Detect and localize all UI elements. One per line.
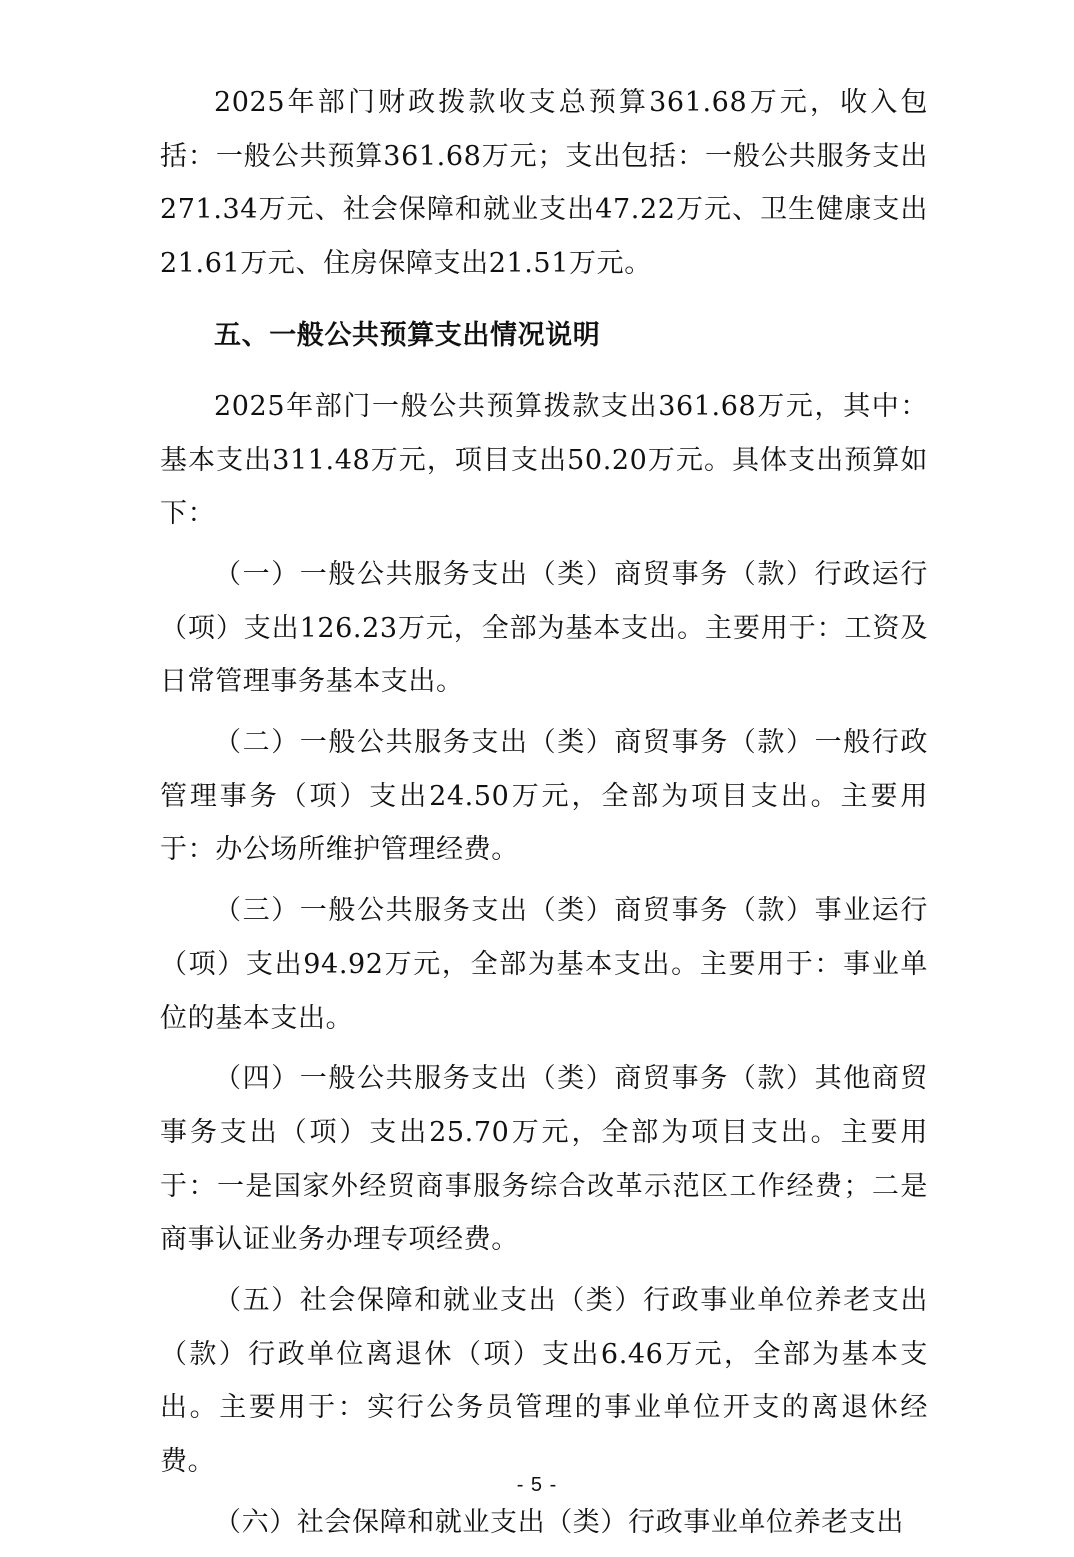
expenditure-item-4: （四）一般公共服务支出（类）商贸事务（款）其他商贸事务支出（项）支出25.70万元，全部为项目支出。主要用于：一是国家外经贸商事服务综合改革示范区工作经费；二是商事认证业务办理专项经费。: [160, 1063, 928, 1256]
document-body: [160, 76, 928, 1557]
section-heading: 五、一般公共预算支出情况说明: [214, 319, 601, 351]
expenditure-item-2: （二）一般公共服务支出（类）商贸事务（款）一般行政管理事务（项）支出24.50万元，全部为项目支出。主要用于：办公场所维护管理经费。: [160, 727, 928, 866]
expenditure-item-1: （一）一般公共服务支出（类）商贸事务（款）行政运行（项）支出126.23万元，全部为基本支出。主要用于：工资及日常管理事务基本支出。: [160, 558, 928, 698]
expenditure-item-5: （五）社会保障和就业支出（类）行政事业单位养老支出（款）行政单位离退休（项）支出6.46万元，全部为基本支出。主要用于：实行公务员管理的事业单位开支的离退休经费。: [160, 1285, 928, 1478]
budget-summary-paragraph: 2025年部门财政拨款收支总预算361.68万元，收入包括：一般公共预算361.68万元；支出包括：一般公共服务支出271.34万元、社会保障和就业支出47.22万元、卫生健康支出21.61万元、住房保障支出21.51万元。: [160, 87, 928, 280]
expenditure-overview-paragraph: 2025年部门一般公共预算拨款支出361.68万元，其中：基本支出311.48万元，项目支出50.20万元。具体支出预算如下：: [160, 390, 928, 530]
expenditure-item-6: （六）社会保障和就业支出（类）行政事业单位养老支出: [214, 1506, 904, 1538]
expenditure-item-3: （三）一般公共服务支出（类）商贸事务（款）事业运行（项）支出94.92万元，全部为基本支出。主要用于：事业单位的基本支出。: [160, 895, 928, 1034]
page-number: - 5 -: [516, 1474, 558, 1496]
